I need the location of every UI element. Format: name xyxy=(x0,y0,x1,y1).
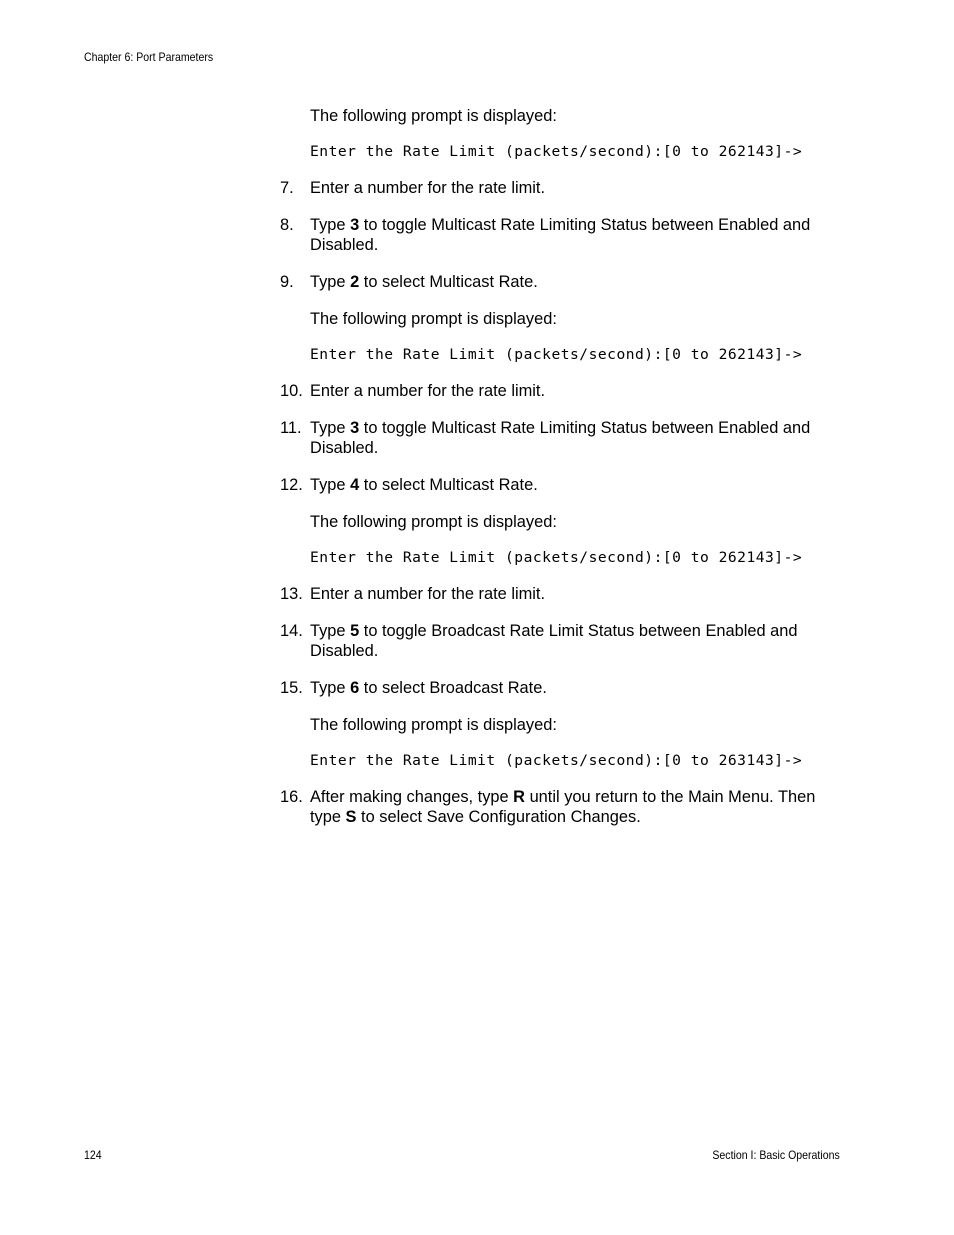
code-prompt: Enter the Rate Limit (packets/second):[0 to 263143]-> xyxy=(310,752,803,769)
page-number: 124 xyxy=(84,1148,102,1162)
step-text: Type 3 to toggle Multicast Rate Limiting Status between Enabled and Disabled. xyxy=(310,419,811,457)
key-label: 3 xyxy=(350,216,360,234)
step-number: 13. xyxy=(280,585,303,603)
step-text: Enter a number for the rate limit. xyxy=(310,382,546,400)
prompt-intro: The following prompt is displayed: xyxy=(310,310,557,328)
step-number: 15. xyxy=(280,679,303,697)
page-body xyxy=(280,106,850,844)
list-item xyxy=(280,178,850,198)
code-prompt: Enter the Rate Limit (packets/second):[0 to 262143]-> xyxy=(310,346,803,363)
step-text: Type 5 to toggle Broadcast Rate Limit Status between Enabled and Disabled. xyxy=(310,622,798,660)
step-number: 8. xyxy=(280,216,294,234)
list-item xyxy=(280,584,850,604)
step-text: After making changes, type R until you return to the Main Menu. Then type S to select Save Configuration Changes. xyxy=(310,788,816,826)
key-label: 3 xyxy=(350,419,360,437)
running-header: Chapter 6: Port Parameters xyxy=(84,50,214,64)
list-item xyxy=(280,678,850,698)
step-text: Type 2 to select Multicast Rate. xyxy=(310,273,538,291)
list-item xyxy=(280,787,850,827)
list-item xyxy=(280,621,850,661)
list-item xyxy=(280,272,850,292)
step-number: 12. xyxy=(280,476,303,494)
step-number: 10. xyxy=(280,382,303,400)
key-label: S xyxy=(345,808,357,826)
list-item xyxy=(280,418,850,458)
section-footer: Section I: Basic Operations xyxy=(712,1148,840,1162)
step-text: Type 4 to select Multicast Rate. xyxy=(310,476,538,494)
key-label: R xyxy=(513,788,526,806)
prompt-intro: The following prompt is displayed: xyxy=(310,107,557,125)
step-number: 16. xyxy=(280,788,303,806)
step-number: 14. xyxy=(280,622,303,640)
key-label: 2 xyxy=(350,273,360,291)
code-prompt: Enter the Rate Limit (packets/second):[0 to 262143]-> xyxy=(310,549,803,566)
step-number: 11. xyxy=(280,419,302,437)
prompt-intro: The following prompt is displayed: xyxy=(310,716,557,734)
list-item xyxy=(280,381,850,401)
step-text: Type 3 to toggle Multicast Rate Limiting Status between Enabled and Disabled. xyxy=(310,216,811,254)
step-text: Enter a number for the rate limit. xyxy=(310,179,546,197)
step-text: Type 6 to select Broadcast Rate. xyxy=(310,679,547,697)
step-number: 7. xyxy=(280,179,294,197)
prompt-intro: The following prompt is displayed: xyxy=(310,513,557,531)
step-text: Enter a number for the rate limit. xyxy=(310,585,546,603)
key-label: 4 xyxy=(350,476,360,494)
list-item xyxy=(280,475,850,495)
key-label: 6 xyxy=(350,679,360,697)
step-number: 9. xyxy=(280,273,294,291)
list-item xyxy=(280,215,850,255)
code-prompt: Enter the Rate Limit (packets/second):[0 to 262143]-> xyxy=(310,143,803,160)
key-label: 5 xyxy=(350,622,360,640)
